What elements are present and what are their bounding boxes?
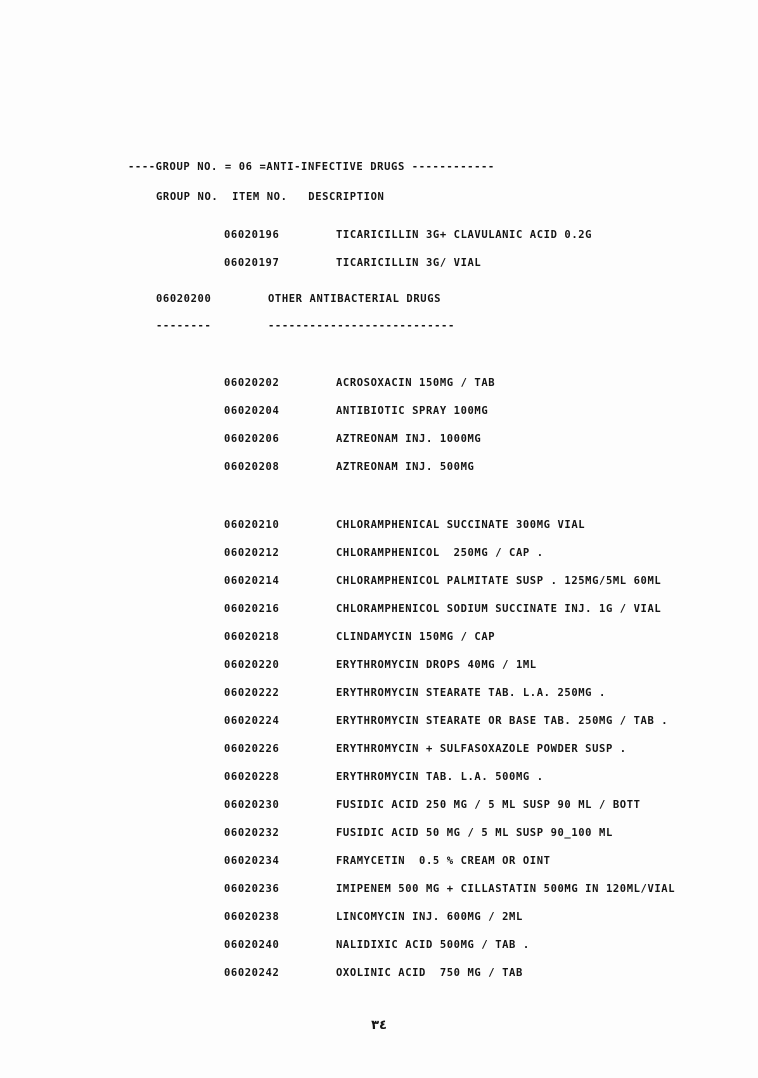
item-description: ACROSOXACIN 150MG / TAB (336, 377, 496, 389)
item-description: ERYTHROMYCIN DROPS 40MG / 1ML (336, 659, 537, 671)
subgroup-rule-row (156, 319, 708, 333)
item-description: CLINDAMYCIN 150MG / CAP (336, 631, 496, 643)
item-description: ERYTHROMYCIN + SULFASOXAZOLE POWDER SUSP . (336, 743, 627, 755)
subgroup-code: 06020200 (156, 293, 212, 305)
list-item (128, 854, 708, 868)
item-description: FUSIDIC ACID 50 MG / 5 ML SUSP 90_100 ML (336, 827, 613, 839)
subgroup-header (156, 292, 708, 333)
item-description: OXOLINIC ACID 750 MG / TAB (336, 967, 523, 979)
item-description: ERYTHROMYCIN TAB. L.A. 500MG . (336, 771, 544, 783)
item-code: 06020197 (224, 257, 280, 269)
list-item (128, 460, 708, 474)
list-item (128, 518, 708, 532)
list-item (128, 966, 708, 980)
item-code: 06020234 (224, 855, 280, 867)
item-code: 06020240 (224, 939, 280, 951)
item-description: LINCOMYCIN INJ. 600MG / 2ML (336, 911, 523, 923)
item-code: 06020196 (224, 229, 280, 241)
item-code: 06020238 (224, 911, 280, 923)
list-item (128, 910, 708, 924)
list-item (128, 798, 708, 812)
item-code: 06020226 (224, 743, 280, 755)
list-item (128, 742, 708, 756)
item-description: ANTIBIOTIC SPRAY 100MG (336, 405, 489, 417)
item-description: CHLORAMPHENICOL PALMITATE SUSP . 125MG/5ML 60ML (336, 575, 662, 587)
list-item (128, 938, 708, 952)
item-description: NALIDIXIC ACID 500MG / TAB . (336, 939, 530, 951)
item-description: ERYTHROMYCIN STEARATE OR BASE TAB. 250MG / TAB . (336, 715, 669, 727)
first-items-list (128, 228, 708, 270)
item-description: AZTREONAM INJ. 500MG (336, 461, 475, 473)
list-item (128, 882, 708, 896)
item-description: IMIPENEM 500 MG + CILLASTATIN 500MG IN 120ML/VIAL (336, 883, 676, 895)
item-code: 06020222 (224, 687, 280, 699)
page-number: ٣٤ (371, 1018, 387, 1033)
list-item (128, 630, 708, 644)
list-item (128, 602, 708, 616)
item-description: FRAMYCETIN 0.5 % CREAM OR OINT (336, 855, 551, 867)
list-item (128, 574, 708, 588)
list-item (128, 376, 708, 390)
item-description: TICARICILLIN 3G+ CLAVULANIC ACID 0.2G (336, 229, 593, 241)
subgroup-rule-right: --------------------------- (268, 320, 455, 332)
list-item (128, 546, 708, 560)
subgroup-title: OTHER ANTIBACTERIAL DRUGS (268, 293, 442, 305)
list-item (128, 770, 708, 784)
item-code: 06020208 (224, 461, 280, 473)
column-headers: GROUP NO. ITEM NO. DESCRIPTION (156, 191, 385, 203)
item-code: 06020230 (224, 799, 280, 811)
item-code: 06020232 (224, 827, 280, 839)
item-code: 06020206 (224, 433, 280, 445)
item-code: 06020236 (224, 883, 280, 895)
item-code: 06020218 (224, 631, 280, 643)
list-item (128, 228, 708, 242)
list-item (128, 658, 708, 672)
item-code: 06020204 (224, 405, 280, 417)
document-body (128, 160, 708, 994)
list-item (128, 686, 708, 700)
list-item (128, 826, 708, 840)
list-item (128, 404, 708, 418)
item-code: 06020242 (224, 967, 280, 979)
list-item (128, 432, 708, 446)
item-description: TICARICILLIN 3G/ VIAL (336, 257, 482, 269)
item-code: 06020202 (224, 377, 280, 389)
item-code: 06020210 (224, 519, 280, 531)
item-description: CHLORAMPHENICAL SUCCINATE 300MG VIAL (336, 519, 586, 531)
items-block-1 (128, 376, 708, 474)
subgroup-title-row (156, 292, 708, 306)
item-description: CHLORAMPHENICOL 250MG / CAP . (336, 547, 544, 559)
list-item (128, 714, 708, 728)
item-description: AZTREONAM INJ. 1000MG (336, 433, 482, 445)
item-code: 06020228 (224, 771, 280, 783)
item-code: 06020212 (224, 547, 280, 559)
group-header: ----GROUP NO. = 06 =ANTI-INFECTIVE DRUGS ------------ (128, 161, 495, 173)
spacer (128, 488, 708, 518)
item-code: 06020224 (224, 715, 280, 727)
spacer (128, 346, 708, 376)
item-code: 06020216 (224, 603, 280, 615)
list-item (128, 256, 708, 270)
item-description: CHLORAMPHENICOL SODIUM SUCCINATE INJ. 1G / VIAL (336, 603, 662, 615)
items-block-2 (128, 518, 708, 980)
subgroup-rule-left: -------- (156, 320, 212, 332)
item-description: ERYTHROMYCIN STEARATE TAB. L.A. 250MG . (336, 687, 606, 699)
item-code: 06020214 (224, 575, 280, 587)
item-code: 06020220 (224, 659, 280, 671)
item-description: FUSIDIC ACID 250 MG / 5 ML SUSP 90 ML / BOTT (336, 799, 641, 811)
